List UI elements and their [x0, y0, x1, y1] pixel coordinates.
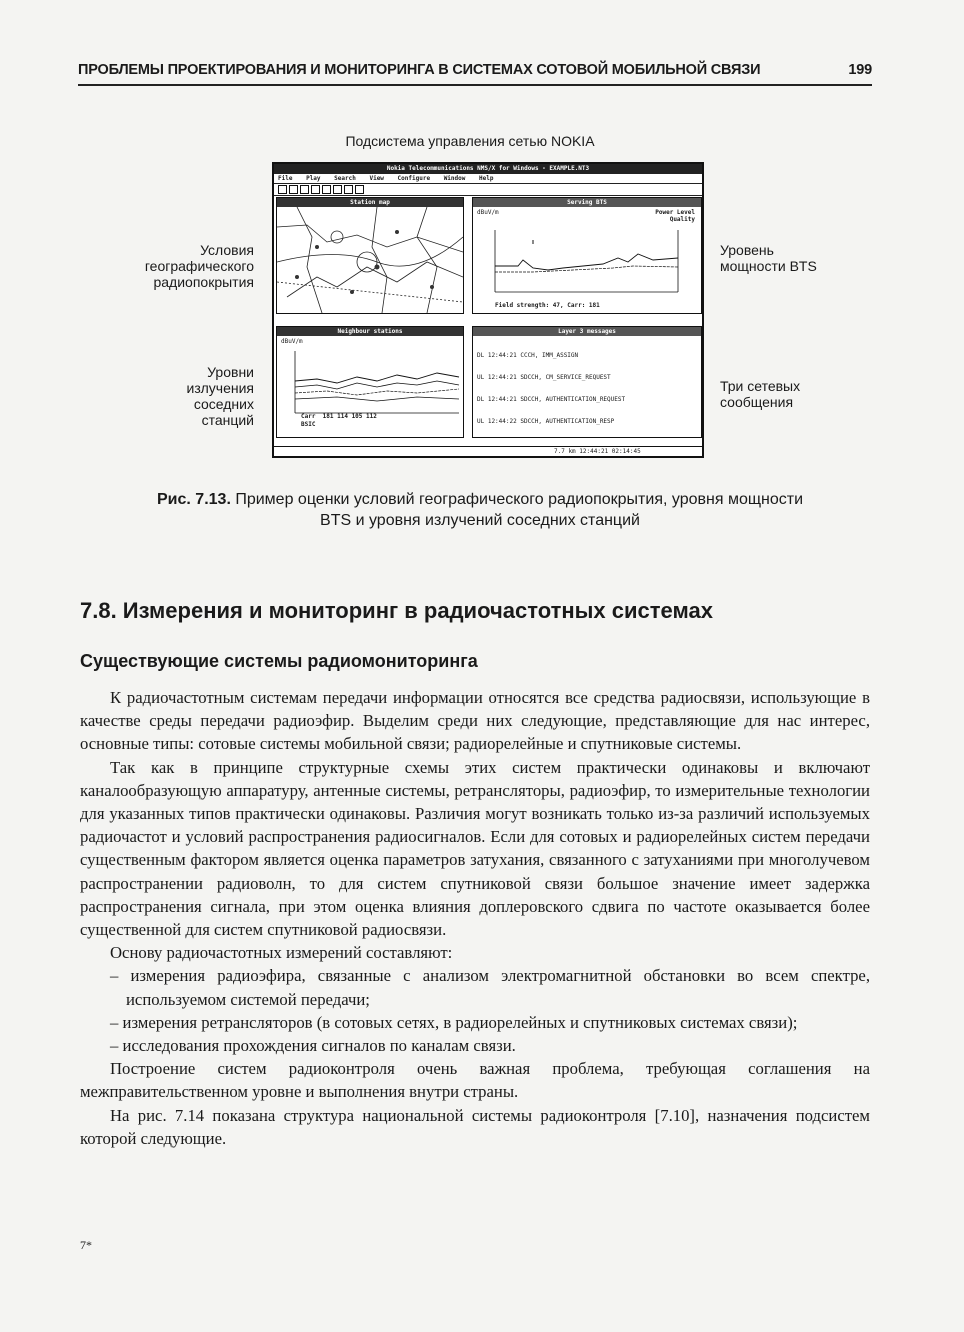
body-text [80, 686, 870, 1150]
layer3-message: DL 12:44:21 SDCCH, AUTHENTICATION_REQUEST [477, 396, 626, 404]
paragraph: Основу радиочастотных измерений составляют: [110, 943, 453, 963]
nms-window-screenshot [272, 162, 704, 458]
paragraph: Построение систем радиоконтроля очень важная проблема, требующая соглашения на межправительственном уровне и выполнения внутри страны. [80, 1059, 870, 1102]
label-bts-power: Уровень мощности BTS [720, 242, 817, 274]
neighbour-carr: Carr 181 114 105 112 [301, 413, 377, 420]
window-menubar [274, 174, 702, 184]
menu-window: Window [443, 175, 466, 182]
serving-field-strength: Field strength: 47, Carr: 181 [495, 302, 600, 309]
window-toolbar [274, 184, 702, 196]
label-coverage: Условия географического радиопокрытия [144, 242, 254, 290]
neighbour-unit: dBuV/m [281, 338, 303, 345]
pane-layer3-title: Layer 3 messages [473, 327, 701, 336]
running-header [78, 62, 872, 86]
neighbour-bsic: BSIC [301, 421, 316, 428]
section-title: 7.8. Измерения и мониторинг в радиочастотных системах [80, 598, 713, 623]
pane-serving-bts [472, 197, 702, 314]
figure-title: Подсистема управления сетью NOKIA [345, 133, 595, 149]
subsection-title: Существующие системы радиомониторинга [80, 651, 478, 671]
pane-layer3-messages [472, 326, 702, 438]
toolbar-icon [278, 185, 287, 194]
pane-serving-bts-title: Serving BTS [473, 198, 701, 207]
pane-neighbour-title: Neighbour stations [277, 327, 463, 336]
serving-unit: dBuV/m [477, 209, 499, 216]
paragraph: Так как в принципе структурные схемы этих систем практически одинаковы и включают каналообразующую аппаратуру, антенные системы, ретрансляторы, радиоэфир, то измерительные технологии для указанных типов практически одинаковы. Различия могут возникать только из-за различий используемых радиочастот и условий распространения радиосигналов. Если для сотовых и радиорелейных систем передачи существенным фактором является оценка параметров затухания, связанного с затуханиями при многолучевом распространении радиоволн, то для систем спутниковой связи большое значение имеет задержка распространения сигнала, при этом оценка влияния доплеровского сдвига по частоте оказывается более существенной для систем спутниковой радиосвязи. [80, 757, 870, 940]
figure-caption [150, 489, 810, 531]
running-title: ПРОБЛЕМЫ ПРОЕКТИРОВАНИЯ И МОНИТОРИНГА В СИСТЕМАХ СОТОВОЙ МОБИЛЬНОЙ СВЯЗИ [78, 62, 761, 78]
menu-file: File [278, 175, 293, 182]
page-number: 199 [848, 62, 872, 78]
toolbar-icon [344, 185, 353, 194]
serving-bts-plot [473, 210, 701, 310]
label-three-messages: Три сетевых сообщения [720, 378, 801, 410]
list-item: – измерения ретрансляторов (в сотовых сетях, в радиорелейных и спутниковых системах связи); [110, 1012, 798, 1032]
caption-label: Рис. 7.13. [157, 491, 231, 508]
pane-station-map-title: Station map [277, 198, 463, 207]
toolbar-icon [289, 185, 298, 194]
pane-station-map [276, 197, 464, 314]
toolbar-icon [355, 185, 364, 194]
menu-view: View [369, 175, 384, 182]
toolbar-icon [300, 185, 309, 194]
menu-configure: Configure [397, 175, 431, 182]
list-item: – измерения радиоэфира, связанные с анализом электромагнитной обстановки во всем спектре, используемом системой передачи; [110, 966, 870, 1009]
label-neighbour-levels: Уровни излучения соседних станций [186, 364, 254, 428]
toolbar-icon [333, 185, 342, 194]
menu-search: Search [334, 175, 356, 182]
toolbar-icon [322, 185, 331, 194]
list-item: – исследования прохождения сигналов по каналам связи. [110, 1036, 516, 1056]
menu-play: Play [306, 175, 321, 182]
layer3-message-list [473, 336, 701, 438]
paragraph: На рис. 7.14 показана структура национальной системы радиоконтроля [7.10], назначения подсистем которой следующие. [80, 1105, 870, 1148]
window-statusbar: 7.7 km 12:44:21 02:14:45 [274, 446, 702, 456]
layer3-message: DL 12:44:21 CCCH, IMM_ASSIGN [477, 351, 579, 359]
page-footer-mark: 7* [80, 1238, 92, 1252]
layer3-message: UL 12:44:22 SDCCH, AUTHENTICATION_RESP [477, 418, 615, 426]
menu-help: Help [479, 175, 494, 182]
caption-text: Пример оценки условий географического радиопокрытия, уровня мощности BTS и уровня излучений соседних станций [230, 491, 803, 529]
pane-neighbour-stations [276, 326, 464, 438]
station-map-graphic [277, 207, 463, 313]
serving-side-label: Power Level Quality [655, 209, 695, 223]
layer3-message: UL 12:44:21 SDCCH, CM_SERVICE_REQUEST [477, 374, 611, 382]
toolbar-icon [311, 185, 320, 194]
window-title: Nokia Telecommunications NMS/X for Windows - EXAMPLE.NT3 [274, 164, 702, 174]
paragraph: К радиочастотным системам передачи информации относятся все средства радиосвязи, использующие в качестве среды передачи радиоэфир. Выделим среди них следующие, представляющие для нас интерес, основные типы: сотовые системы мобильной связи; радиорелейные и спутниковые системы. [80, 688, 870, 754]
